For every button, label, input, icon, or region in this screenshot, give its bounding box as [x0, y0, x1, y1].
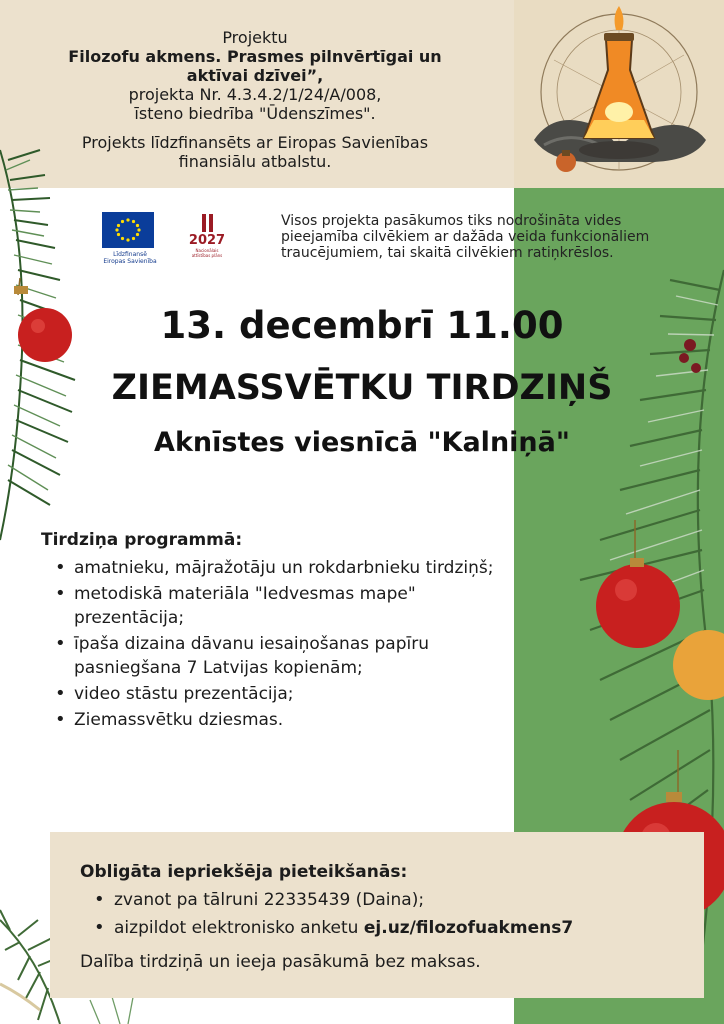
project-implementer: īsteno biedrība "Ūdenszīmes".: [134, 104, 376, 123]
cofinance-line-1: Projekts līdzfinansēts ar Eiropas Savienības: [81, 133, 429, 152]
registration-form-text: aizpildot elektronisko anketu: [114, 918, 364, 938]
registration-heading: Obligāta iepriekšēja pieteikšanās:: [80, 862, 408, 882]
eu-caption-line-2: Eiropas Savienība: [103, 258, 157, 265]
header-line-1: Projektu: [222, 28, 288, 47]
event-title: ZIEMASSVĒTKU TIRDZIŅŠ: [111, 368, 613, 408]
program-item: • metodiskā materiāla "Iedvesmas mape" prezentācija;: [41, 582, 501, 630]
eu-caption: [102, 251, 158, 265]
cofinance-line-2: finansiālu atbalstu.: [178, 152, 332, 171]
accessibility-note: Visos projekta pasākumos tiks nodrošināta vides pieejamība cilvēkiem ar dažāda veida funkcionāliem traucējumiem, tai skaitā cilvēkiem ratiņkrēslos.: [281, 213, 650, 261]
project-name-line-1: Filozofu akmens. Prasmes pilnvērtīgai un: [68, 47, 442, 66]
project-number: projekta Nr. 4.3.4.2/1/24/A/008,: [128, 85, 382, 104]
program-item: • īpaša dizaina dāvanu iesaiņošanas papīru pasniegšana 7 Latvijas kopienām;: [41, 632, 501, 680]
nap-2027-logo: [184, 212, 230, 258]
registration-link[interactable]: ej.uz/filozofuakmens7: [363, 918, 574, 938]
program-list: [41, 556, 501, 732]
free-entry-note: Dalība tirdziņā un ieeja pasākumā bez maksas.: [80, 952, 481, 972]
registration-form: [80, 914, 704, 942]
event-venue: Aknīstes viesnīcā "Kalniņā": [154, 427, 570, 458]
program-item: • Ziemassvētku dziesmas.: [41, 708, 501, 732]
nap-year: 2027: [188, 233, 226, 248]
registration-phone: • zvanot pa tālruni 22335439 (Daina);: [80, 886, 704, 914]
nap-caption-line-1: Nacionālais: [195, 248, 219, 253]
program-section: [41, 528, 501, 734]
program-heading: Tirdziņa programmā:: [41, 530, 243, 550]
eu-caption-line-1: Līdzfinansē: [113, 251, 147, 258]
program-item: • video stāstu prezentācija;: [41, 682, 501, 706]
alchemy-illustration: [514, 0, 724, 188]
event-datetime: 13. decembrī 11.00: [160, 304, 564, 347]
nap-bars-icon: [184, 212, 230, 234]
registration-list: [80, 886, 704, 942]
program-item: • amatnieku, mājražotāju un rokdarbnieku tirdziņš;: [41, 556, 501, 580]
project-header: [40, 28, 470, 171]
registration-box: [50, 832, 704, 998]
eu-flag-icon: [102, 212, 154, 248]
nap-caption-line-2: attīstības plāns: [191, 253, 223, 258]
eu-logo: [102, 212, 158, 265]
project-name-line-2: aktīvai dzīvei”,: [186, 66, 324, 85]
